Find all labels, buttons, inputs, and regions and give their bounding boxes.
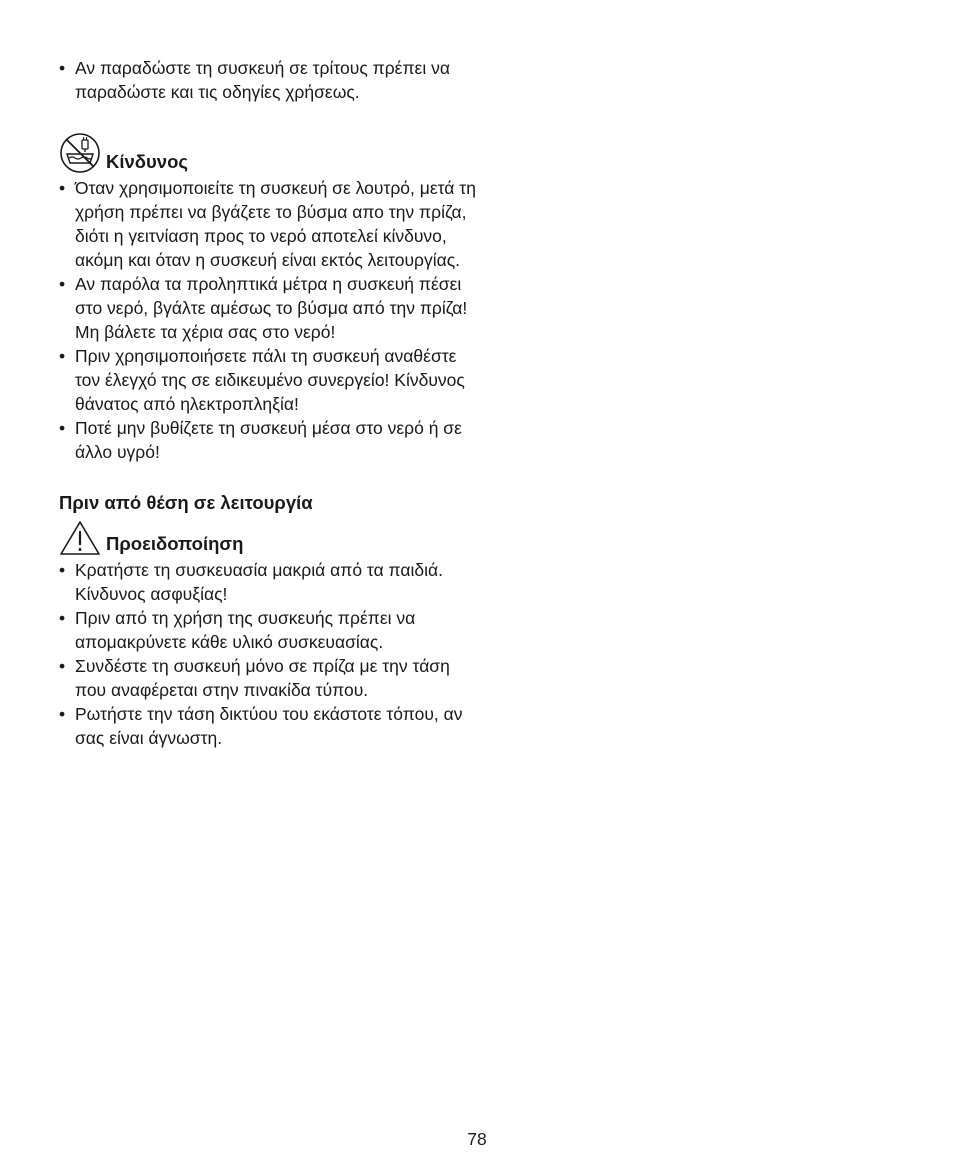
list-item: • Συνδέστε τη συσκευή μόνο σε πρίζα με την τάση που αναφέρεται στην πινακίδα τύπου. [59, 654, 479, 702]
list-item: • Κρατήστε τη συσκευασία μακριά από τα παιδιά. Κίνδυνος ασφυξίας! [59, 558, 479, 606]
danger-section [59, 132, 479, 464]
danger-heading: Κίνδυνος [106, 151, 188, 172]
warning-triangle-icon [59, 520, 101, 556]
warning-heading-row [59, 520, 479, 556]
list-item: • Ρωτήστε την τάση δικτύου του εκάστοτε τόπου, αν σας είναι άγνωστη. [59, 702, 479, 750]
list-item: • Αν παρόλα τα προληπτικά μέτρα η συσκευή πέσει στο νερό, βγάλτε αμέσως το βύσμα από την πρίζα! Μη βάλετε τα χέρια σας στο νερό! [59, 272, 479, 344]
list-item: • Όταν χρησιμοποιείτε τη συσκευή σε λουτρό, μετά τη χρήση πρέπει να βγάζετε το βύσμα απο την πρίζα, διότι η γειτνίαση προς το νερό αποτελεί κίνδυνο, ακόμη και όταν η συσκευή είναι εκτός λειτουργίας. [59, 176, 479, 272]
text-column [59, 56, 479, 750]
section-title: Πριν από θέση σε λειτουργία [59, 492, 313, 513]
warning-list [59, 558, 479, 750]
danger-list [59, 176, 479, 464]
list-item: • Πριν χρησιμοποιήσετε πάλι τη συσκευή αναθέστε τον έλεγχό της σε ειδικευμένο συνεργείο! Κίνδυνος θάνατος από ηλεκτροπληξία! [59, 344, 479, 416]
list-item: • Αν παραδώστε τη συσκευή σε τρίτους πρέπει να παραδώστε και τις οδηγίες χρήσεως. [59, 56, 479, 104]
no-water-bath-icon [59, 132, 101, 174]
page-number: 78 [467, 1129, 487, 1149]
list-item: • Ποτέ μην βυθίζετε τη συσκευή μέσα στο νερό ή σε άλλο υγρό! [59, 416, 479, 464]
list-item: • Πριν από τη χρήση της συσκευής πρέπει να απομακρύνετε κάθε υλικό συσκευασίας. [59, 606, 479, 654]
danger-heading-row [59, 132, 479, 174]
intro-list [59, 56, 479, 104]
warning-heading: Προειδοποίηση [106, 533, 244, 554]
warning-section [59, 520, 479, 750]
